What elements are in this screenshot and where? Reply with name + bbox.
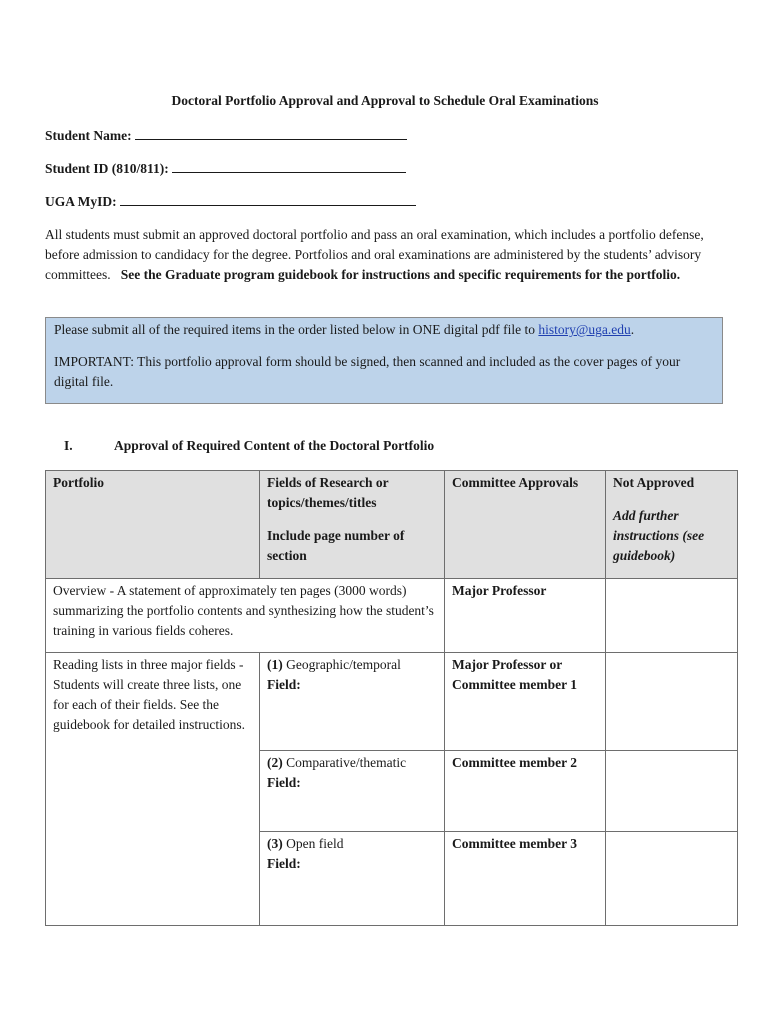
uga-myid-label: UGA MyID: — [45, 194, 117, 209]
field-3-not-approved-cell[interactable] — [606, 832, 738, 926]
header-not-approved-title: Not Approved — [613, 475, 695, 490]
overview-not-approved-cell[interactable] — [606, 579, 738, 653]
table-header-row — [46, 471, 738, 579]
field-3-field-label: Field: — [267, 856, 301, 871]
field-3-label: Open field — [286, 836, 344, 851]
submission-notice — [45, 317, 723, 404]
field-1-approver: Major Professor or Committee member 1 — [445, 653, 606, 751]
field-1-number: (1) — [267, 657, 283, 672]
intro-paragraph — [45, 225, 725, 285]
overview-description: Overview - A statement of approximately ten pages (3000 words) summarizing the portfolio contents and synthesizing how the student’s training in various fields coheres. — [46, 579, 445, 653]
field-1-cell[interactable] — [260, 653, 445, 751]
student-id-line[interactable] — [172, 160, 406, 173]
field-2-field-label: Field: — [267, 775, 301, 790]
header-portfolio: Portfolio — [46, 471, 260, 579]
field-3-approver: Committee member 3 — [445, 832, 606, 926]
field-3-cell[interactable] — [260, 832, 445, 926]
section-heading — [64, 438, 434, 454]
header-not-approved-sub: Add further instructions (see guidebook) — [613, 508, 705, 563]
field-2-number: (2) — [267, 755, 283, 770]
field-2-not-approved-cell[interactable] — [606, 751, 738, 832]
header-not-approved — [606, 471, 738, 579]
reading-lists-description: Reading lists in three major fields - Students will create three lists, one for each of their fields. See the guidebook for detailed instructions. — [46, 653, 260, 926]
field-1-label: Geographic/temporal — [286, 657, 401, 672]
header-fields — [260, 471, 445, 579]
field-1-not-approved-cell[interactable] — [606, 653, 738, 751]
field-3-number: (3) — [267, 836, 283, 851]
header-fields-sub: Include page number of section — [267, 528, 405, 563]
portfolio-table — [45, 470, 738, 926]
student-name-label: Student Name: — [45, 128, 132, 143]
uga-myid-field — [45, 193, 416, 210]
section-title: Approval of Required Content of the Doctoral Portfolio — [114, 438, 435, 453]
student-name-line[interactable] — [135, 127, 407, 140]
email-link[interactable]: history@uga.edu — [538, 322, 631, 337]
field-2-label: Comparative/thematic — [286, 755, 407, 770]
notice-submit-line: Please submit all of the required items in the order listed below in ONE digital pdf file to history@uga.edu. — [54, 322, 635, 337]
header-approvals: Committee Approvals — [445, 471, 606, 579]
document-title: Doctoral Portfolio Approval and Approval to Schedule Oral Examinations — [171, 93, 599, 108]
table-row-overview — [46, 579, 738, 653]
student-id-field — [45, 160, 406, 177]
field-2-cell[interactable] — [260, 751, 445, 832]
intro-bold-text: See the Graduate program guidebook for instructions and specific requirements for the portfolio. — [120, 267, 681, 282]
field-2-approver: Committee member 2 — [445, 751, 606, 832]
overview-approver: Major Professor — [445, 579, 606, 653]
student-name-field — [45, 127, 407, 144]
section-number: I. — [64, 438, 73, 453]
header-fields-title: Fields of Research or topics/themes/titles — [267, 475, 389, 510]
table-row-field-1 — [46, 653, 738, 751]
notice-important: IMPORTANT: This portfolio approval form should be signed, then scanned and included as the cover pages of your digital file. — [54, 354, 681, 389]
notice-submit-text: Please submit all of the required items in the order listed below in ONE digital pdf file to — [54, 322, 536, 337]
intro-text: All students must submit an approved doctoral portfolio and pass an oral examination, which includes a portfolio defense, before admission to candidacy for the degree. Portfolios and oral examinations are administered by the students’ advisory committees. — [45, 227, 704, 282]
uga-myid-line[interactable] — [120, 193, 416, 206]
field-1-field-label: Field: — [267, 677, 301, 692]
student-id-label: Student ID (810/811): — [45, 161, 169, 176]
